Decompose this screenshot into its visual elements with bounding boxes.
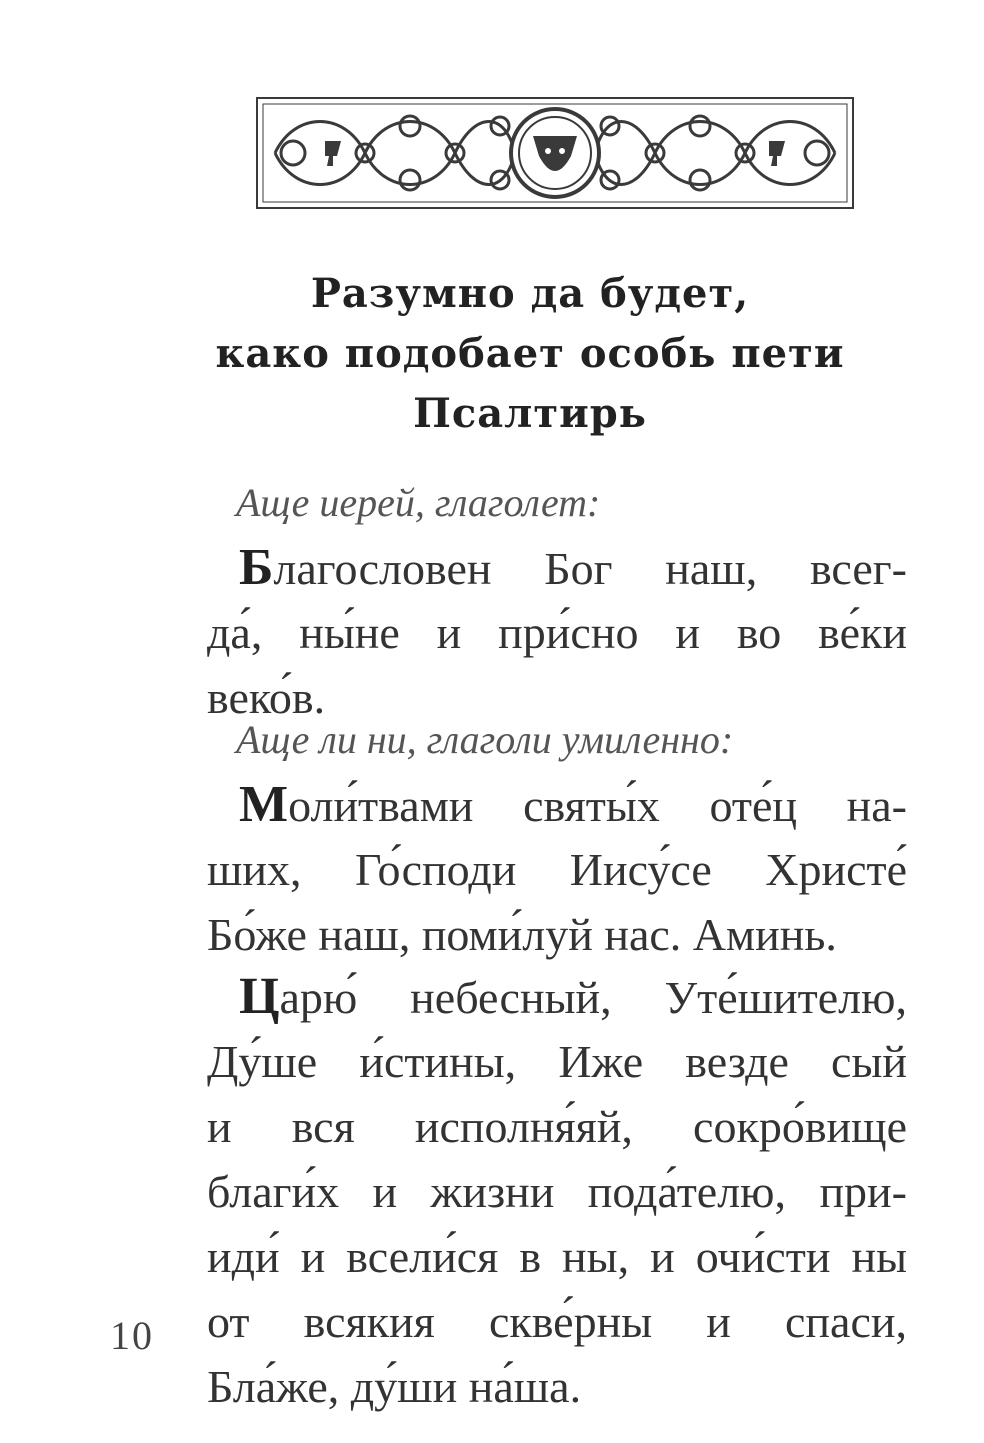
text-line: ших, Го́споди Иису́се Христе́ bbox=[207, 844, 907, 895]
paragraph-prayers bbox=[207, 772, 907, 967]
heading-line-3: Псалтирь bbox=[413, 390, 647, 437]
rubric-layman: Аще ли ни, глаголи умиленно: bbox=[236, 717, 734, 762]
text-line: Бла́же, ду́ши на́ша. bbox=[207, 1361, 582, 1412]
rubric-priest: Аще иерей, глаголет: bbox=[236, 480, 601, 525]
line-text: лагословен Бог наш, всег- bbox=[273, 543, 907, 594]
text-line: и вся исполня́яй, сокро́вище bbox=[207, 1101, 907, 1152]
text-line: Ду́ше и́стины, Иже везде сый bbox=[207, 1036, 907, 1087]
text-line: да́, ны́не и при́сно и во ве́ки bbox=[207, 607, 907, 658]
paragraph-blessing bbox=[207, 535, 907, 730]
paragraph-heavenly-king bbox=[207, 964, 907, 1419]
text-line bbox=[207, 772, 907, 837]
drop-initial: Ц bbox=[239, 968, 280, 1025]
header-ornament bbox=[255, 96, 855, 210]
heading-line-2: како подобает особь пети bbox=[215, 330, 845, 377]
page-number: 10 bbox=[110, 1313, 154, 1358]
text-line: иди́ и всели́ся в ны, и очи́сти ны bbox=[207, 1231, 907, 1282]
text-line: веко́в. bbox=[207, 672, 326, 723]
text-line: благи́х и жизни пода́телю, при- bbox=[207, 1166, 907, 1217]
line-text: арю́ небесный, Уте́шителю, bbox=[279, 972, 907, 1023]
heading-line-1: Разумно да будет, bbox=[310, 270, 750, 317]
text-line: Бо́же наш, поми́луй нас. Аминь. bbox=[207, 909, 837, 960]
text-line bbox=[207, 535, 907, 600]
drop-initial: М bbox=[239, 776, 289, 833]
text-line bbox=[207, 964, 907, 1029]
drop-initial: Б bbox=[239, 539, 274, 596]
line-text: оли́твами святы́х оте́ц на- bbox=[288, 780, 907, 831]
text-line: от всякия скве́рны и спаси, bbox=[207, 1296, 907, 1347]
